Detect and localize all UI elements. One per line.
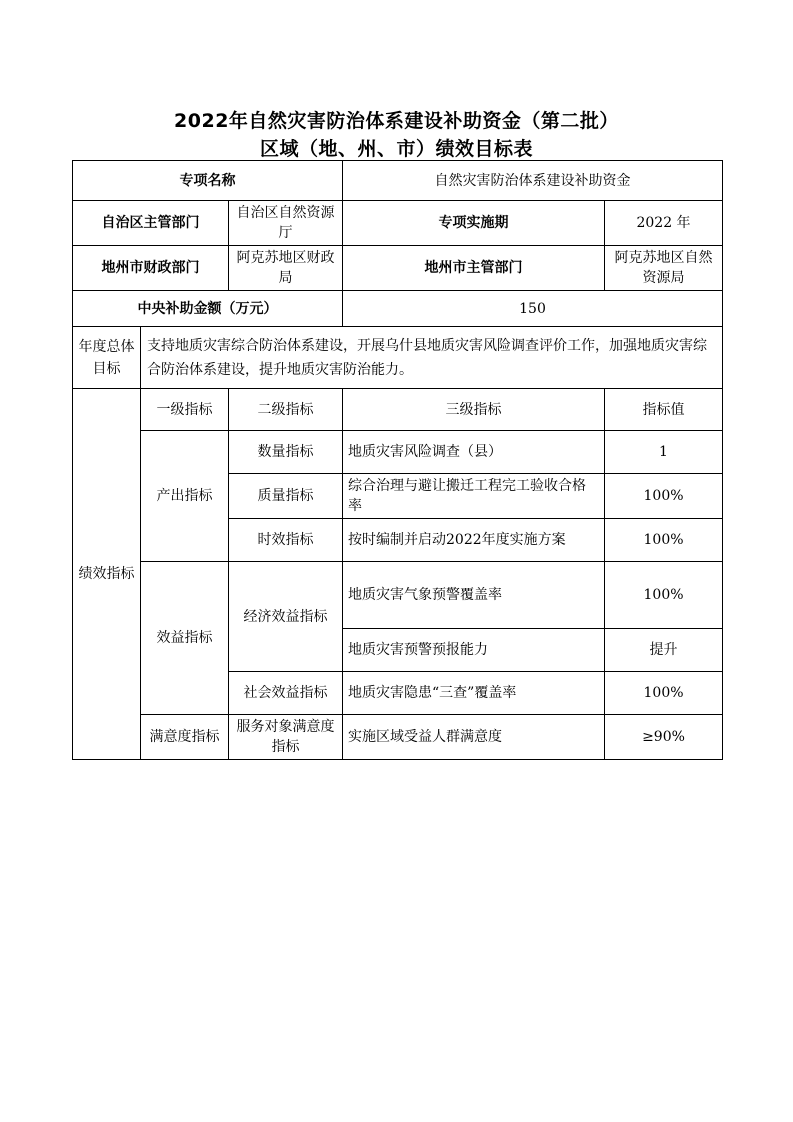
social-value: 100% (605, 672, 723, 715)
economic-label: 经济效益指标 (229, 562, 343, 672)
period-value: 2022 年 (605, 201, 723, 246)
region-dept-value: 自治区自然资源厅 (229, 201, 343, 246)
table-row (73, 562, 723, 629)
header-level3: 三级指标 (343, 389, 605, 431)
period-label: 专项实施期 (343, 201, 605, 246)
city-dept-value: 阿克苏地区自然资源局 (605, 246, 723, 291)
satisfaction-sub-label: 服务对象满意度指标 (229, 715, 343, 760)
satisfaction-label: 满意度指标 (141, 715, 229, 760)
timeliness-label: 时效指标 (229, 519, 343, 562)
document-title-line2: 区域（地、州、市）绩效目标表 (259, 138, 533, 160)
project-name-label: 专项名称 (73, 161, 343, 201)
economic-item1: 地质灾害气象预警覆盖率 (343, 562, 605, 629)
city-dept-label: 地州市主管部门 (343, 246, 605, 291)
table-row (73, 246, 723, 291)
quality-label: 质量指标 (229, 474, 343, 519)
amount-label: 中央补助金额（万元） (73, 291, 343, 327)
finance-dept-label: 地州市财政部门 (73, 246, 229, 291)
table-row (73, 161, 723, 201)
document-title-line1: 2022年自然灾害防治体系建设补助资金（第二批） (174, 110, 619, 132)
amount-value: 150 (343, 291, 723, 327)
quantity-value: 1 (605, 431, 723, 474)
satisfaction-item: 实施区域受益人群满意度 (343, 715, 605, 760)
goal-label: 年度总体目标 (73, 327, 141, 389)
indicators-section-label: 绩效指标 (73, 389, 141, 760)
quantity-label: 数量指标 (229, 431, 343, 474)
benefit-label: 效益指标 (141, 562, 229, 715)
economic-item2: 地质灾害预警预报能力 (343, 629, 605, 672)
header-value: 指标值 (605, 389, 723, 431)
header-level2: 二级指标 (229, 389, 343, 431)
economic-value1: 100% (605, 562, 723, 629)
table-row (73, 431, 723, 474)
table-row (73, 715, 723, 760)
table-row (73, 291, 723, 327)
quality-value: 100% (605, 474, 723, 519)
social-label: 社会效益指标 (229, 672, 343, 715)
goal-text: 支持地质灾害综合防治体系建设，开展乌什县地质灾害风险调查评价工作，加强地质灾害综合防治体系建设，提升地质灾害防治能力。 (141, 327, 723, 389)
quantity-item: 地质灾害风险调查（县） (343, 431, 605, 474)
social-item: 地质灾害隐患“三查”覆盖率 (343, 672, 605, 715)
table-row (73, 389, 723, 431)
region-dept-label: 自治区主管部门 (73, 201, 229, 246)
timeliness-item: 按时编制并启动2022年度实施方案 (343, 519, 605, 562)
economic-value2: 提升 (605, 629, 723, 672)
finance-dept-value: 阿克苏地区财政局 (229, 246, 343, 291)
quality-item: 综合治理与避让搬迁工程完工验收合格率 (343, 474, 605, 519)
satisfaction-value: ≥90% (605, 715, 723, 760)
performance-target-table (72, 160, 723, 760)
table-row (73, 201, 723, 246)
table-row (73, 327, 723, 389)
project-name-value: 自然灾害防治体系建设补助资金 (343, 161, 723, 201)
header-level1: 一级指标 (141, 389, 229, 431)
timeliness-value: 100% (605, 519, 723, 562)
output-label: 产出指标 (141, 431, 229, 562)
